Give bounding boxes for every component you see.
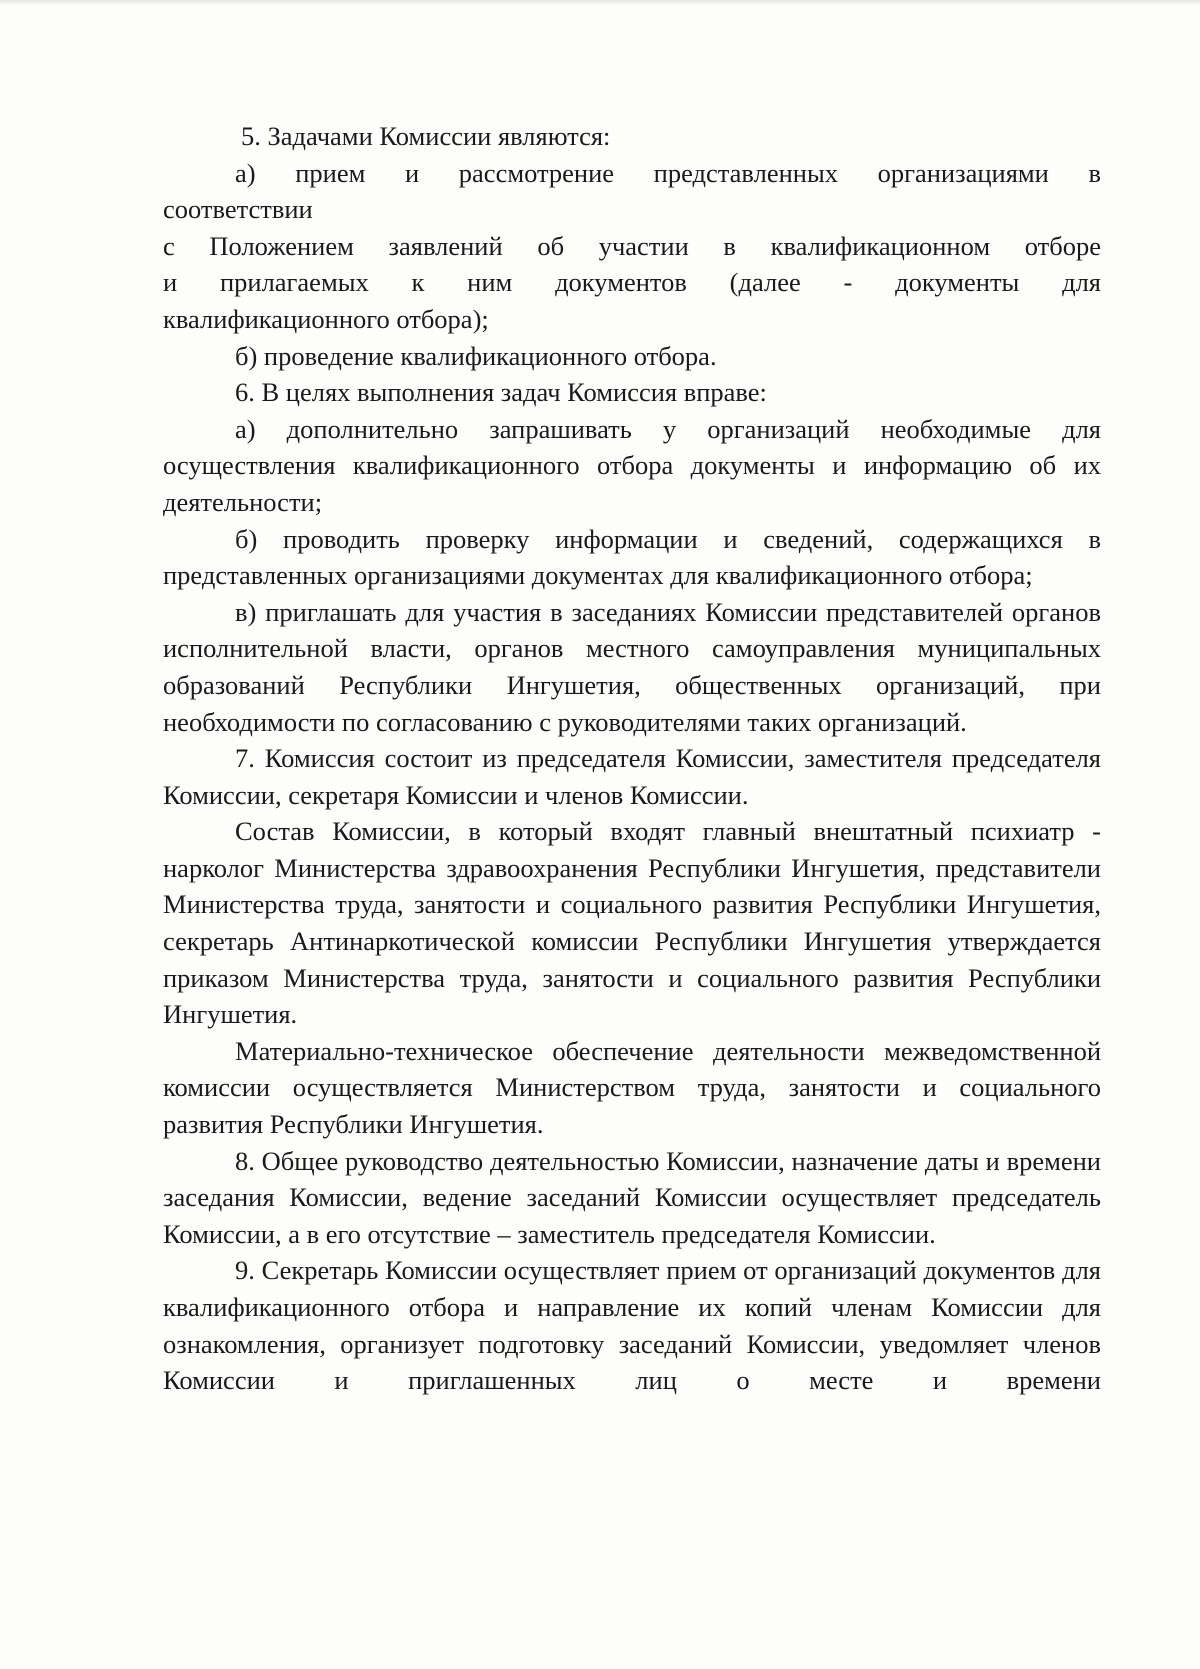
paragraph-5a-line-4: и прилагаемых к ним документов (далее - документы для [163, 267, 1101, 298]
paragraph-6a: а) дополнительно запрашивать у организаций необходимые для осуществления квалификационного отбора документы и информацию об их деятельности; [163, 413, 1101, 517]
paragraph-6: 6. В целях выполнения задач Комиссия вправе: [235, 377, 767, 408]
paragraph-5a-line-3: с Положением заявлений об участии в квалификационном отборе [163, 230, 1101, 261]
paragraph-6c: в) приглашать для участия в заседаниях Комиссии представителей органов исполнительной власти, органов местного самоуправления муниципальных образований Республики Ингушетия, общественных организаций, при необходимости по согласованию с руководителями таких организаций. [163, 596, 1101, 737]
paragraph-5a-line-5: квалификационного отбора); [163, 303, 489, 334]
paragraph-5b: б) проведение квалификационного отбора. [235, 340, 717, 371]
paragraph-9: 9. Секретарь Комиссии осуществляет прием от организаций документов для квалификационного отбора и направление их копий членам Комиссии для ознакомления, организует подготовку заседаний Комиссии, уведомляет членов Комиссии и приглашенных лиц о месте и времени [163, 1255, 1101, 1396]
paragraph-8: 8. Общее руководство деятельностью Комиссии, назначение даты и времени заседания Комиссии, ведение заседаний Комиссии осуществляет председатель Комиссии, а в его отсутствие – заместитель председателя Комиссии. [163, 1145, 1101, 1249]
paragraph-7-support: Материально-техническое обеспечение деятельности межведомственной комиссии осуществляется Министерством труда, занятости и социального развития Республики Ингушетия. [163, 1035, 1101, 1140]
paragraph-5a-line-1: а) прием и рассмотрение представленных организациями в [235, 157, 1101, 188]
paragraph-5 [163, 118, 1101, 155]
paragraph-5a [163, 155, 1101, 338]
paragraph-5a-line-2: соответствии [163, 194, 313, 225]
paragraph-5-text: 5. Задачами Комиссии являются: [241, 121, 611, 151]
paragraph-7-composition: Состав Комиссии, в который входят главный внештатный психиатр - нарколог Министерства здравоохранения Республики Ингушетия, представители Министерства труда, занятости и социального развития Республики Ингушетия, секретарь Антинаркотической комиссии Республики Ингушетия утверждается приказом Министерства труда, занятости и социального развития Республики Ингушетия. [163, 816, 1101, 1030]
paragraph-6b: б) проводить проверку информации и сведений, содержащихся в представленных организациями документах для квалификационного отбора; [163, 523, 1101, 591]
document-body [163, 118, 1101, 1399]
paragraph-7: 7. Комиссия состоит из председателя Комиссии, заместителя председателя Комиссии, секретаря Комиссии и членов Комиссии. [163, 743, 1101, 810]
scan-edge [0, 0, 1200, 6]
